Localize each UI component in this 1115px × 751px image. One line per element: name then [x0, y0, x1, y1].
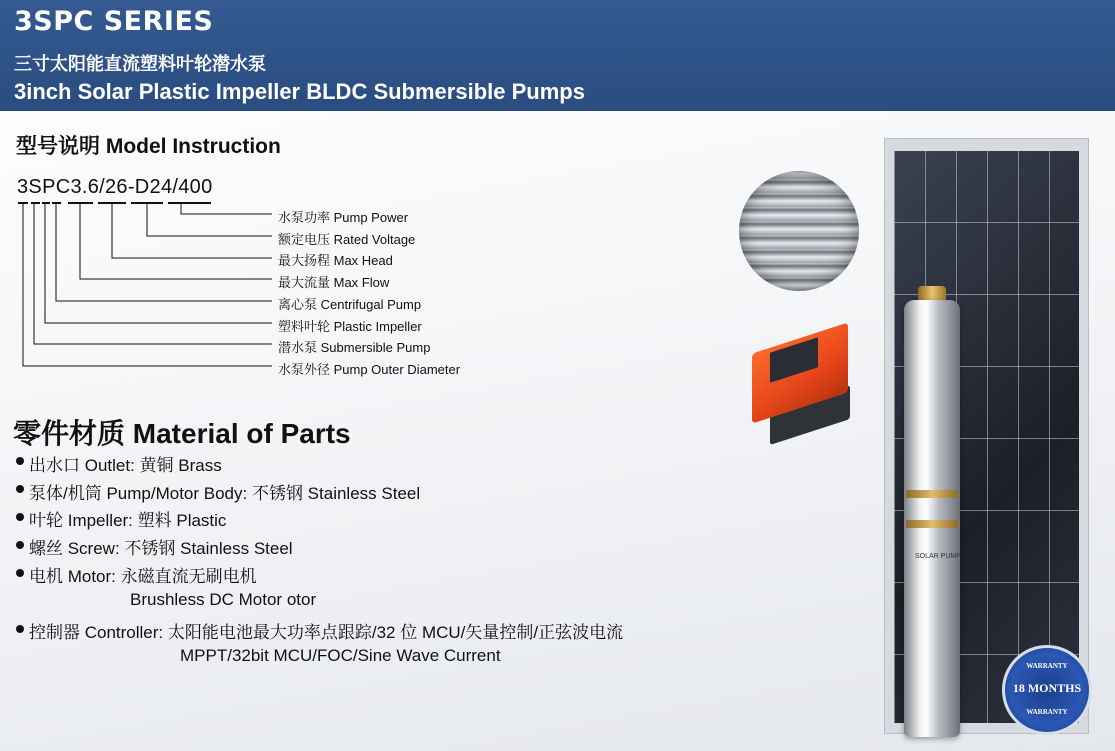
part-controller-en: MPPT/32bit MCU/FOC/Sine Wave Current	[180, 646, 501, 665]
bullet-icon	[16, 485, 24, 493]
pump-photo	[904, 300, 960, 737]
chinese-title: 三寸太阳能直流塑料叶轮潜水泵	[14, 54, 266, 75]
pump-brass-ring	[906, 490, 958, 498]
badge-bottom-text: WARRANTY	[1026, 708, 1068, 716]
part-motor-en: Brushless DC Motor otor	[130, 590, 317, 609]
part-controller: 控制器 Controller: 太阳能电池最大功率点跟踪/32 位 MCU/矢量控制/正弦波电流	[29, 623, 624, 642]
model-instruction-heading: 型号说明 Model Instruction	[16, 135, 281, 158]
bullet-icon	[16, 625, 24, 633]
legend-rated-voltage: 额定电压 Rated Voltage	[278, 232, 416, 247]
model-code: 3SPC3.6/26-D24/400	[17, 176, 213, 198]
badge-months: 18 MONTHS	[1012, 681, 1082, 695]
badge-top-text: WARRANTY	[1026, 662, 1068, 670]
legend-plastic-impeller: 塑料叶轮 Plastic Impeller	[278, 319, 422, 334]
pump-label: SOLAR PUMP	[915, 553, 961, 560]
bullet-icon	[16, 513, 24, 521]
legend-max-head: 最大扬程 Max Head	[278, 253, 393, 268]
part-outlet: 出水口 Outlet: 黄铜 Brass	[29, 456, 222, 475]
material-of-parts-heading: 零件材质 Material of Parts	[13, 418, 351, 449]
legend-submersible-pump: 潜水泵 Submersible Pump	[278, 340, 431, 355]
header-banner	[0, 0, 1115, 111]
part-pump-motor-body: 泵体/机筒 Pump/Motor Body: 不锈钢 Stainless Steel	[29, 484, 421, 503]
legend-pump-outer-diameter: 水泵外径 Pump Outer Diameter	[278, 362, 461, 377]
warranty-badge	[1002, 645, 1092, 735]
bullet-icon	[16, 457, 24, 465]
bullet-icon	[16, 569, 24, 577]
legend-pump-power: 水泵功率 Pump Power	[278, 210, 409, 225]
legend-max-flow: 最大流量 Max Flow	[278, 275, 390, 290]
bullet-icon	[16, 541, 24, 549]
legend-centrifugal-pump: 离心泵 Centrifugal Pump	[278, 297, 422, 312]
part-impeller: 叶轮 Impeller: 塑料 Plastic	[29, 511, 227, 530]
impeller-photo	[739, 171, 859, 291]
series-title: 3SPC SERIES	[14, 6, 214, 37]
pump-brass-ring	[906, 520, 958, 528]
english-title: 3inch Solar Plastic Impeller BLDC Submersible Pumps	[14, 79, 585, 104]
part-screw: 螺丝 Screw: 不锈钢 Stainless Steel	[29, 539, 293, 558]
part-motor: 电机 Motor: 永磁直流无刷电机	[29, 567, 257, 586]
